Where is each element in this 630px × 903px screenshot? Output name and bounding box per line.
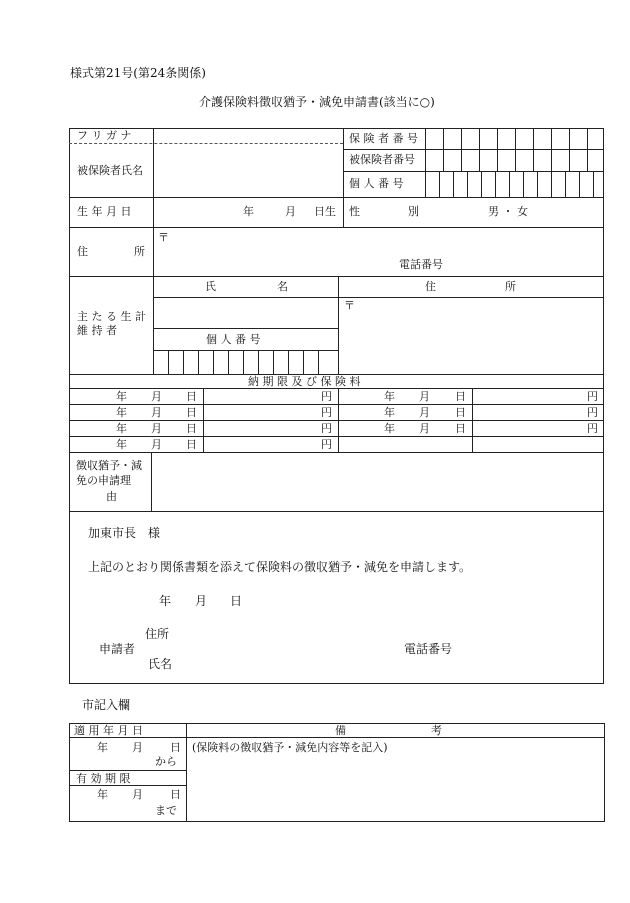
supporter-personal-number-label: 個 人 番 号: [206, 333, 261, 346]
applicant-address-label: 住所: [145, 627, 170, 641]
expiry-day: 日: [170, 788, 181, 801]
declaration-year: 年: [159, 594, 172, 608]
expiry-month: 月: [132, 788, 143, 801]
expiry-label: 有 効 期 限: [76, 772, 131, 785]
sex-options[interactable]: 男 ・ 女: [488, 205, 528, 218]
premium-year: 年: [116, 438, 127, 451]
premium-month: 月: [151, 438, 162, 451]
addressee: 加東市長 様: [88, 526, 161, 540]
period-day: 日: [170, 741, 181, 754]
sex-label-2: 別: [408, 205, 419, 218]
city-section-title: 市記入欄: [82, 698, 131, 712]
address-label-1: 住: [77, 245, 88, 258]
premium-year: 年: [116, 406, 127, 419]
supporter-address-col-1: 住: [425, 280, 436, 293]
period-from: から: [155, 755, 177, 768]
period-label: 適 用 年 月 日: [74, 724, 143, 737]
remarks-label-2: 考: [431, 724, 442, 737]
premium-yen: 円: [321, 438, 332, 451]
form-number: 様式第21号(第24条関係): [70, 66, 206, 80]
reason-label-3: 由: [106, 490, 117, 503]
insured-name-label: 被保険者氏名: [77, 164, 143, 177]
premium-header: 納 期 限 及 び 保 険 料: [248, 375, 361, 388]
supporter-address-col-2: 所: [505, 280, 516, 293]
birth-month: 月: [285, 205, 296, 218]
applicant-label: 申請者: [99, 642, 136, 656]
premium-month: 月: [151, 406, 162, 419]
form-title: 介護保険料徴収猶予・減免申請書(該当に○): [199, 95, 435, 109]
reason-label-1: 徴収猶予・減: [76, 459, 142, 472]
insurer-number-label: 保 険 者 番 号: [349, 132, 418, 145]
applicant-phone-label: 電話番号: [404, 642, 453, 656]
period-year: 年: [97, 741, 108, 754]
premium-year: 年: [384, 390, 395, 403]
remarks-field[interactable]: [188, 755, 603, 821]
furigana-label: フ リ ガ ナ: [77, 129, 132, 142]
supporter-name-col-1: 氏: [205, 280, 216, 293]
premium-month: 月: [151, 422, 162, 435]
supporter-postal-mark: 〒: [344, 299, 355, 312]
insured-number-label: 被保険者番号: [349, 153, 415, 166]
premium-month: 月: [419, 390, 430, 403]
premium-yen: 円: [587, 406, 598, 419]
premium-yen: 円: [587, 422, 598, 435]
premium-year: 年: [384, 406, 395, 419]
premium-yen: 円: [587, 390, 598, 403]
premium-day: 日: [186, 438, 197, 451]
personal-number-label: 個 人 番 号: [349, 177, 404, 190]
premium-day: 日: [455, 390, 466, 403]
birth-year: 年: [243, 205, 254, 218]
premium-day: 日: [455, 422, 466, 435]
supporter-label-1: 主 た る 生 計: [77, 310, 146, 323]
premium-day: 日: [186, 422, 197, 435]
postal-mark: 〒: [158, 231, 169, 244]
reason-label-2: 免の申請理: [76, 474, 131, 487]
premium-day: 日: [186, 390, 197, 403]
premium-year: 年: [116, 422, 127, 435]
premium-day: 日: [455, 406, 466, 419]
premium-year: 年: [384, 422, 395, 435]
remarks-label-1: 備: [335, 724, 346, 737]
remarks-note: (保険料の徴収猶予・減免内容等を記入): [192, 741, 388, 754]
applicant-name-label: 氏名: [148, 657, 173, 671]
premium-yen: 円: [321, 422, 332, 435]
expiry-until: まで: [155, 804, 177, 817]
address-label-2: 所: [134, 245, 145, 258]
premium-year: 年: [116, 390, 127, 403]
period-month: 月: [132, 741, 143, 754]
premium-day: 日: [186, 406, 197, 419]
reason-field[interactable]: [153, 453, 603, 510]
birth-day: 日生: [314, 205, 336, 218]
supporter-label-2: 維 持 者: [77, 324, 117, 337]
declaration-statement: 上記のとおり関係書類を添えて保険料の徴収猶予・減免を申請します。: [88, 560, 472, 574]
declaration-day: 日: [230, 594, 243, 608]
birth-date-label: 生 年 月 日: [77, 205, 132, 218]
premium-month: 月: [419, 406, 430, 419]
supporter-name-col-2: 名: [277, 280, 288, 293]
premium-yen: 円: [321, 406, 332, 419]
premium-month: 月: [419, 422, 430, 435]
declaration-month: 月: [195, 594, 208, 608]
sex-label-1: 性: [349, 205, 360, 218]
premium-yen: 円: [321, 390, 332, 403]
phone-label: 電話番号: [399, 258, 443, 271]
expiry-year: 年: [97, 788, 108, 801]
premium-month: 月: [151, 390, 162, 403]
insured-name-field[interactable]: [155, 129, 341, 196]
